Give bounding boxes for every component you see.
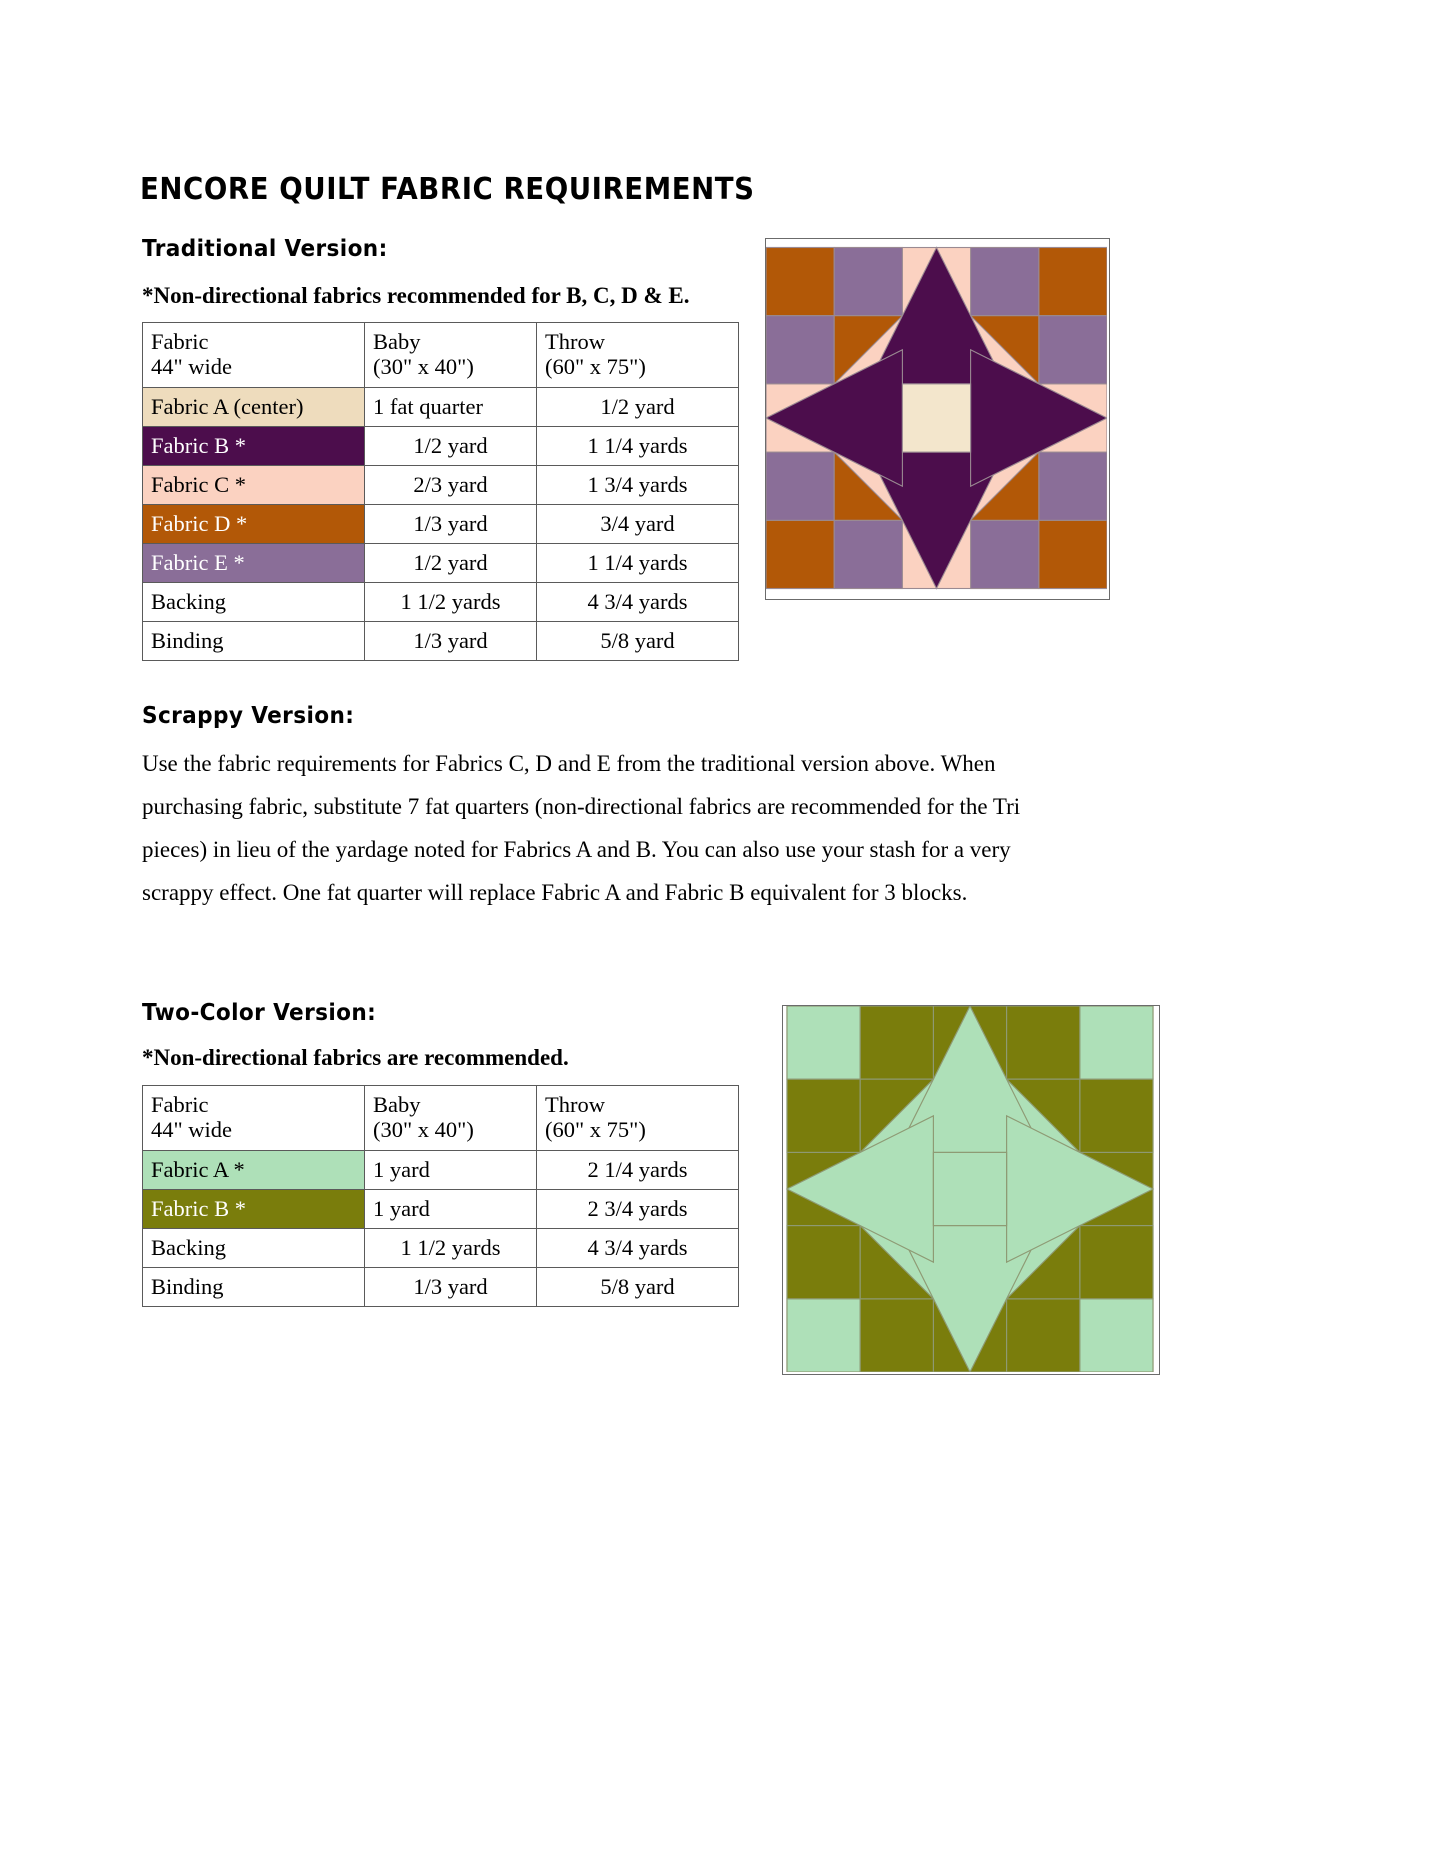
table-row: [143, 505, 739, 544]
traditional-row-0-baby-value: 1 fat quarter: [365, 388, 537, 427]
corner-unit-bottom-left-square-e1: [834, 520, 902, 588]
traditional-header-fabric: Fabric 44" wide: [143, 323, 365, 388]
two-color-quilt-block-illustration: [782, 1005, 1160, 1375]
two-color-version-note: *Non-directional fabrics are recommended.: [142, 1045, 569, 1070]
two-color-fabric-table: [142, 1085, 739, 1307]
corner-unit-top-right-square-a: [1080, 1006, 1153, 1079]
two-color-header-row: [143, 1086, 739, 1151]
scrappy-version-body: Use the fabric requirements for Fabrics C, D and E from the traditional version above. When purchasing fabric, substitute 7 fat quarters (non-directional fabrics are recommended for the Tri pieces) in lieu of the yardage noted for Fabrics A and B. You can also use your stash for a very scrappy effect. One fat quarter will replace Fabric A and Fabric B equivalent for 3 blocks.: [142, 751, 1021, 905]
corner-unit-top-left-square-e2: [766, 316, 834, 384]
corner-unit-top-left-square-e1: [834, 248, 902, 316]
corner-unit-top-right-square-d: [1039, 248, 1107, 316]
center-square-fabric-a: [933, 1152, 1006, 1225]
traditional-row-1-throw-value: 1 1/4 yards: [537, 427, 739, 466]
traditional-row-4-baby-value: 1/2 yard: [365, 544, 537, 583]
traditional-quilt-block-illustration: [765, 238, 1110, 600]
traditional-fabric-table: [142, 322, 739, 661]
table-row: [143, 1229, 739, 1268]
corner-unit-top-right-square-b2: [1080, 1079, 1153, 1152]
traditional-row-2-baby-value: 2/3 yard: [365, 466, 537, 505]
traditional-header-baby: Baby (30" x 40"): [365, 323, 537, 388]
corner-unit-bottom-left-square-b1: [860, 1299, 933, 1372]
traditional-row-3-baby-value: 1/3 yard: [365, 505, 537, 544]
table-row: [143, 1268, 739, 1307]
two-color-row-1-fabric-swatch-label: Fabric B *: [143, 1190, 365, 1229]
traditional-row-5-baby-value: 1 1/2 yards: [365, 583, 537, 622]
corner-unit-bottom-right-square-d: [1039, 520, 1107, 588]
two-color-row-0-throw-value: 2 1/4 yards: [537, 1151, 739, 1190]
corner-unit-top-right-square-b1: [1007, 1006, 1080, 1079]
traditional-row-5-throw-value: 4 3/4 yards: [537, 583, 739, 622]
traditional-row-0-fabric-swatch-label: Fabric A (center): [143, 388, 365, 427]
table-row: [143, 388, 739, 427]
corner-unit-top-right-square-e2: [1039, 316, 1107, 384]
corner-unit-top-left-square-d: [766, 248, 834, 316]
corner-unit-bottom-right-square-b2: [1080, 1226, 1153, 1299]
corner-unit-bottom-right-square-b1: [1007, 1299, 1080, 1372]
two-color-row-0-fabric-swatch-label: Fabric A *: [143, 1151, 365, 1190]
traditional-row-6-throw-value: 5/8 yard: [537, 622, 739, 661]
two-color-row-1-baby-value: 1 yard: [365, 1190, 537, 1229]
two-color-row-0-baby-value: 1 yard: [365, 1151, 537, 1190]
table-row: [143, 466, 739, 505]
corner-unit-top-left-square-a: [787, 1006, 860, 1079]
scrappy-version-heading: Scrappy Version:: [142, 703, 355, 729]
corner-unit-bottom-right-square-e2: [1039, 452, 1107, 520]
traditional-row-4-fabric-swatch-label: Fabric E *: [143, 544, 365, 583]
two-color-row-2-fabric-swatch-label: Backing: [143, 1229, 365, 1268]
two-color-header-baby: Baby (30" x 40"): [365, 1086, 537, 1151]
traditional-row-6-baby-value: 1/3 yard: [365, 622, 537, 661]
traditional-row-2-fabric-swatch-label: Fabric C *: [143, 466, 365, 505]
corner-unit-bottom-left-square-a: [787, 1299, 860, 1372]
two-color-row-3-throw-value: 5/8 yard: [537, 1268, 739, 1307]
traditional-row-0-throw-value: 1/2 yard: [537, 388, 739, 427]
corner-unit-bottom-right-square-e1: [971, 520, 1039, 588]
table-row: [143, 583, 739, 622]
two-color-header-throw: Throw (60" x 75"): [537, 1086, 739, 1151]
table-row: [143, 622, 739, 661]
corner-unit-bottom-left-square-e2: [766, 452, 834, 520]
corner-unit-top-left-square-b1: [860, 1006, 933, 1079]
two-color-row-3-fabric-swatch-label: Binding: [143, 1268, 365, 1307]
traditional-row-3-throw-value: 3/4 yard: [537, 505, 739, 544]
table-row: [143, 544, 739, 583]
page-title: ENCORE QUILT FABRIC REQUIREMENTS: [140, 172, 755, 207]
traditional-header-row: [143, 323, 739, 388]
corner-unit-bottom-right-square-a: [1080, 1299, 1153, 1372]
corner-unit-top-right-square-e1: [971, 248, 1039, 316]
traditional-row-4-throw-value: 1 1/4 yards: [537, 544, 739, 583]
two-color-version-heading: Two-Color Version:: [142, 1000, 377, 1026]
two-color-header-fabric: Fabric 44" wide: [143, 1086, 365, 1151]
traditional-row-1-baby-value: 1/2 yard: [365, 427, 537, 466]
corner-unit-bottom-left-square-d: [766, 520, 834, 588]
traditional-row-2-throw-value: 1 3/4 yards: [537, 466, 739, 505]
traditional-block-svg: [766, 239, 1107, 597]
center-square-fabric-a: [902, 384, 970, 452]
two-color-row-3-baby-value: 1/3 yard: [365, 1268, 537, 1307]
two-color-row-2-baby-value: 1 1/2 yards: [365, 1229, 537, 1268]
traditional-row-1-fabric-swatch-label: Fabric B *: [143, 427, 365, 466]
two-color-row-2-throw-value: 4 3/4 yards: [537, 1229, 739, 1268]
corner-unit-bottom-left-square-b2: [787, 1226, 860, 1299]
traditional-row-5-fabric-swatch-label: Backing: [143, 583, 365, 622]
table-row: [143, 1190, 739, 1229]
traditional-version-heading: Traditional Version:: [142, 236, 388, 262]
table-row: [143, 427, 739, 466]
table-row: [143, 1151, 739, 1190]
traditional-row-3-fabric-swatch-label: Fabric D *: [143, 505, 365, 544]
traditional-row-6-fabric-swatch-label: Binding: [143, 622, 365, 661]
corner-unit-top-left-square-b2: [787, 1079, 860, 1152]
two-color-row-1-throw-value: 2 3/4 yards: [537, 1190, 739, 1229]
traditional-header-throw: Throw (60" x 75"): [537, 323, 739, 388]
traditional-version-note: *Non-directional fabrics recommended for B, C, D & E.: [142, 283, 690, 308]
two-color-block-svg: [783, 1006, 1157, 1372]
